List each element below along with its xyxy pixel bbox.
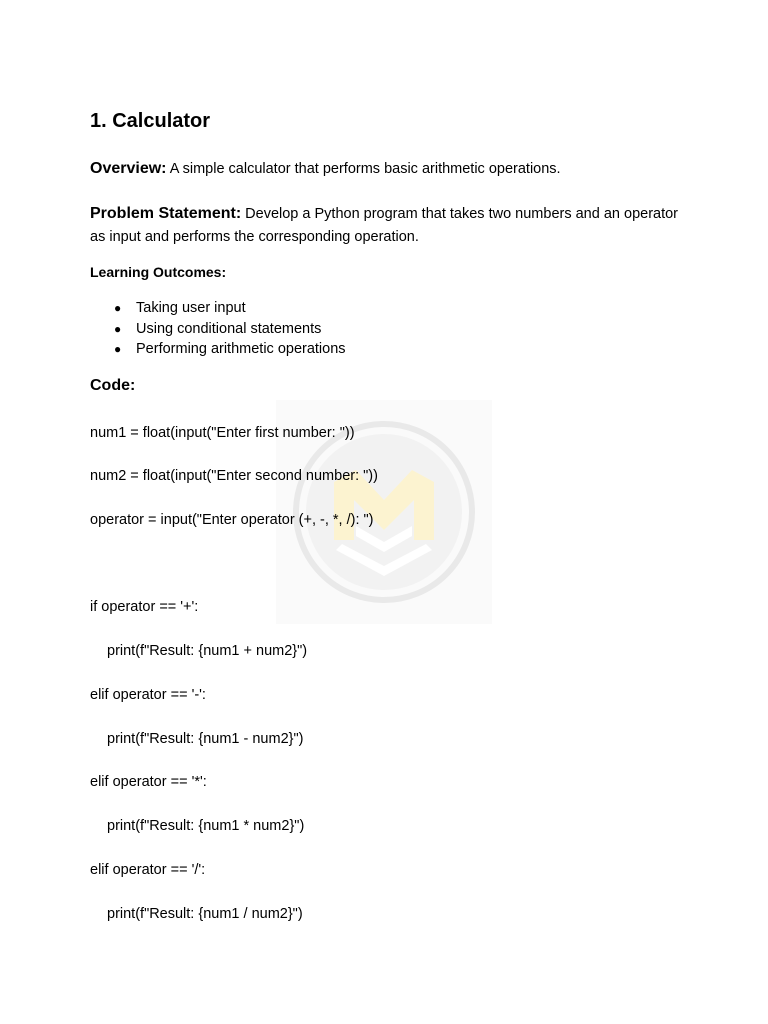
overview-label: Overview: xyxy=(90,160,167,177)
code-line: if operator == '+': xyxy=(90,599,199,615)
document-title: 1. Calculator xyxy=(90,110,211,132)
problem-statement-text: Develop a Python program that takes two numbers and an operator as input and performs the corresponding operation. xyxy=(90,206,679,245)
code-line: elif operator == '-': xyxy=(90,687,206,703)
list-item: ● Performing arithmetic operations xyxy=(90,339,346,360)
overview-paragraph xyxy=(90,157,690,181)
code-line: elif operator == '*': xyxy=(90,774,207,790)
code-line: print(f"Result: {num1 + num2}") xyxy=(107,643,308,659)
code-line: num1 = float(input("Enter first number: ")) xyxy=(90,425,355,441)
list-item: ● Taking user input xyxy=(90,298,346,319)
code-line: print(f"Result: {num1 / num2}") xyxy=(107,906,303,922)
code-line: operator = input("Enter operator (+, -, *, /): ") xyxy=(90,512,374,528)
overview-text: A simple calculator that performs basic arithmetic operations. xyxy=(169,161,561,177)
code-line: num2 = float(input("Enter second number: ")) xyxy=(90,468,378,484)
problem-statement-label: Problem Statement: xyxy=(90,205,242,222)
bullet-icon: ● xyxy=(114,321,122,336)
learning-outcomes-heading: Learning Outcomes: xyxy=(90,264,227,280)
list-item: ● Using conditional statements xyxy=(90,319,346,340)
bullet-icon: ● xyxy=(114,301,122,315)
problem-statement-paragraph xyxy=(90,202,690,249)
bullet-icon: ● xyxy=(114,342,122,356)
learning-outcomes-list xyxy=(90,298,346,360)
code-line: print(f"Result: {num1 * num2}") xyxy=(107,818,305,834)
code-line: elif operator == '/': xyxy=(90,862,206,878)
code-line: print(f"Result: {num1 - num2}") xyxy=(107,731,304,747)
code-heading: Code: xyxy=(90,377,136,394)
